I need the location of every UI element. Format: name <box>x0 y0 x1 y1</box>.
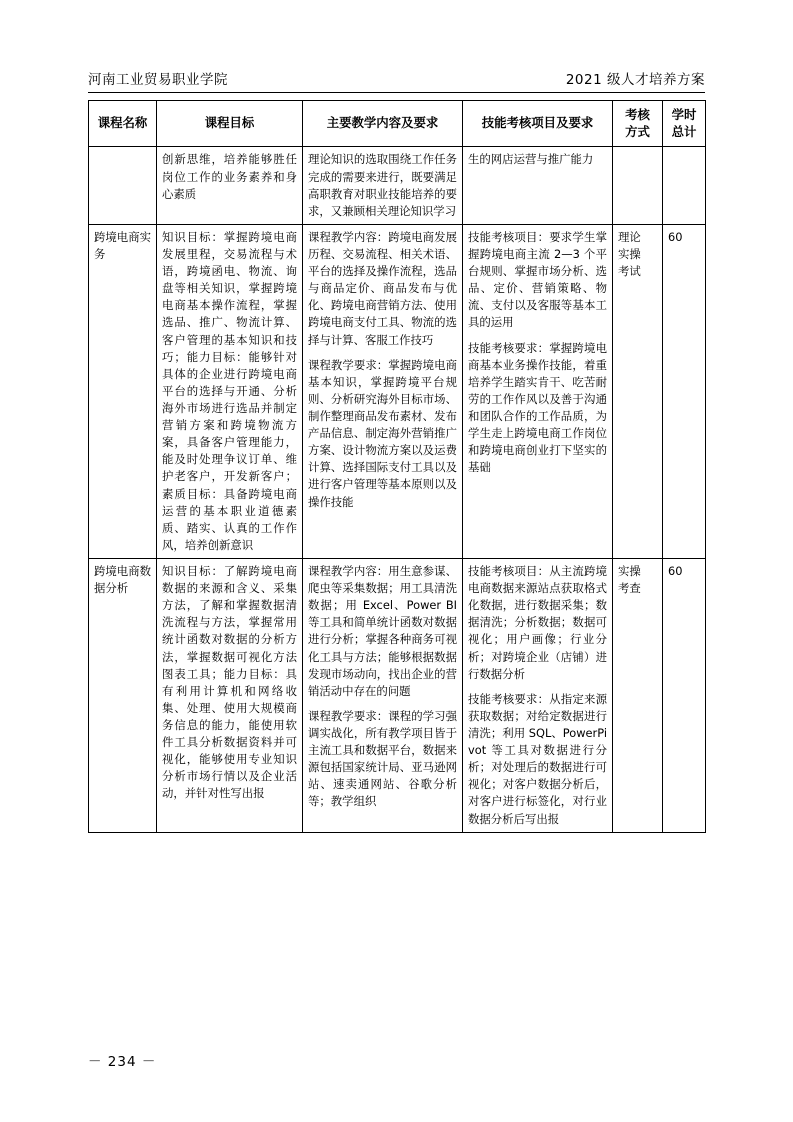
page-number: － 234 － <box>88 1054 157 1070</box>
content-paragraph: 课程教学要求：掌握跨境电商基本知识，掌握跨境平台规则、分析研究海外目标市场、制作整理商品发布素材、发布产品信息、制定海外营销推广方案、设计物流方案以及运费计算、选择国际支付工具以及进行客户管理等基本原则以及操作技能 <box>308 357 457 509</box>
table-row <box>89 558 706 832</box>
content-paragraph: 课程教学要求：课程的学习强调实战化，所有教学项目皆于主流工具和数据平台，数据来源包括国家统计局、亚马逊网站、速卖通网站、谷歌分析等；教学组织 <box>308 708 457 809</box>
column-header-assessment-method <box>613 101 663 147</box>
column-header-total-hours-line1: 学时 <box>671 107 697 122</box>
cell-assessment-method <box>613 558 663 832</box>
cell-skill-assessment <box>463 558 613 832</box>
cell-teaching-content <box>303 558 463 832</box>
column-header-assessment-method-line1: 考核 <box>625 107 650 122</box>
assessment-paragraph: 技能考核项目：从主流跨境电商数据来源站点获取格式化数据，进行数据采集；数据清洗；分析数据；数据可视化；用户画像；行业分析；对跨境企业（店铺）进行数据分析 <box>468 563 607 681</box>
content-paragraph: 课程教学内容：用生意参谋、爬虫等采集数据；用工具清洗数据；用 Excel、Power BI 等工具和简单统计函数对数据进行分析；掌握各种商务可视化工具与方法；能够根据数据发现市场动向，找出企业的营销活动中存在的问题 <box>308 563 457 698</box>
curriculum-table <box>88 100 706 833</box>
cell-course-name: 跨境电商实务 <box>89 224 157 558</box>
table-row <box>89 224 706 558</box>
header-institution: 河南工业贸易职业学院 <box>88 72 228 88</box>
table-header-row <box>89 101 706 147</box>
header-document-title: 2021 级人才培养方案 <box>565 72 705 88</box>
content-paragraph: 理论知识的选取围绕工作任务完成的需要来进行，既要满足高职教育对职业技能培养的要求，又兼顾相关理论知识学习 <box>308 152 457 218</box>
cell-total-hours: 60 <box>663 224 706 558</box>
objective-paragraph: 创新思维，培养能够胜任岗位工作的业务素养和身心素质 <box>162 152 297 201</box>
column-header-skill-assessment: 技能考核项目及要求 <box>463 101 613 147</box>
table-row <box>89 147 706 224</box>
cell-assessment-method <box>613 147 663 224</box>
cell-skill-assessment <box>463 224 613 558</box>
cell-teaching-content <box>303 147 463 224</box>
assessment-paragraph: 技能考核项目：要求学生掌握跨境电商主流 2—3 个平台规则、掌握市场分析、选品、定价、营销策略、物流、支付以及客服等基本工具的运用 <box>468 229 607 330</box>
column-header-total-hours <box>663 101 706 147</box>
method-line: 实操 <box>618 247 641 262</box>
cell-total-hours: 60 <box>663 558 706 832</box>
cell-teaching-content <box>303 224 463 558</box>
assessment-paragraph: 技能考核要求：掌握跨境电商基本业务操作技能，着重培养学生踏实肯干、吃苦耐劳的工作作风以及善于沟通和团队合作的工作品质，为学生走上跨境电商工作岗位和跨境电商创业打下坚实的基础 <box>468 340 607 475</box>
cell-course-objective <box>157 558 303 832</box>
cell-course-objective <box>157 224 303 558</box>
column-header-teaching-content: 主要教学内容及要求 <box>303 101 463 147</box>
cell-course-objective <box>157 147 303 224</box>
method-line: 实操 <box>618 563 641 578</box>
column-header-course-objective: 课程目标 <box>157 101 303 147</box>
cell-course-name <box>89 147 157 224</box>
cell-course-name: 跨境电商数据分析 <box>89 558 157 832</box>
page-header <box>88 68 705 88</box>
objective-paragraph: 知识目标：掌握跨境电商发展里程，交易流程与术语，跨境函电、物流、询盘等相关知识，掌握跨境电商基本操作流程，掌握选品、推广、物流计算、客户管理的基本知识和技巧；能力目标：能够针对具体的企业进行跨境电商平台的选择与开通、分析海外市场进行选品并制定营销方案和跨境物流方案，具备客户管理能力，能及时处理争议订单、维护老客户，开发新客户；素质目标：具备跨境电商运营的基本职业道德素质、踏实、认真的工作作风，培养创新意识 <box>162 229 297 552</box>
cell-assessment-method <box>613 224 663 558</box>
cell-skill-assessment <box>463 147 613 224</box>
method-line: 考试 <box>618 264 641 279</box>
column-header-total-hours-line2: 总计 <box>671 123 697 139</box>
content-paragraph: 课程教学内容：跨境电商发展历程、交易流程、相关术语、平台的选择及操作流程，选品与商品定价、商品发布与优化、跨境电商营销方法、使用跨境电商支付工具、物流的选择与计算、客服工作技巧 <box>308 229 457 347</box>
method-line: 理论 <box>618 229 641 244</box>
objective-paragraph: 知识目标：了解跨境电商数据的来源和含义、采集方法，了解和掌握数据清洗流程与方法，掌握常用统计函数对数据的分析方法，掌握数据可视化方法图表工具；能力目标：具有利用计算机和网络收集、处理、使用大规模商务信息的能力，能使用软件工具分析数据资料并可视化，能够使用专业知识分析市场行情以及企业活动，并针对性写出报 <box>162 563 297 801</box>
cell-total-hours <box>663 147 706 224</box>
method-line: 考查 <box>618 581 641 596</box>
column-header-assessment-method-line2: 方式 <box>625 123 650 139</box>
assessment-paragraph: 生的网店运营与推广能力 <box>468 152 594 167</box>
header-divider <box>88 92 705 93</box>
column-header-course-name: 课程名称 <box>89 101 157 147</box>
assessment-paragraph: 技能考核要求：从指定来源获取数据；对给定数据进行清洗；利用 SQL、PowerPivot 等工具对数据进行分析；对处理后的数据进行可视化；对客户数据分析后，对客户进行标签化，对行业数据分析后写出报 <box>468 691 607 826</box>
